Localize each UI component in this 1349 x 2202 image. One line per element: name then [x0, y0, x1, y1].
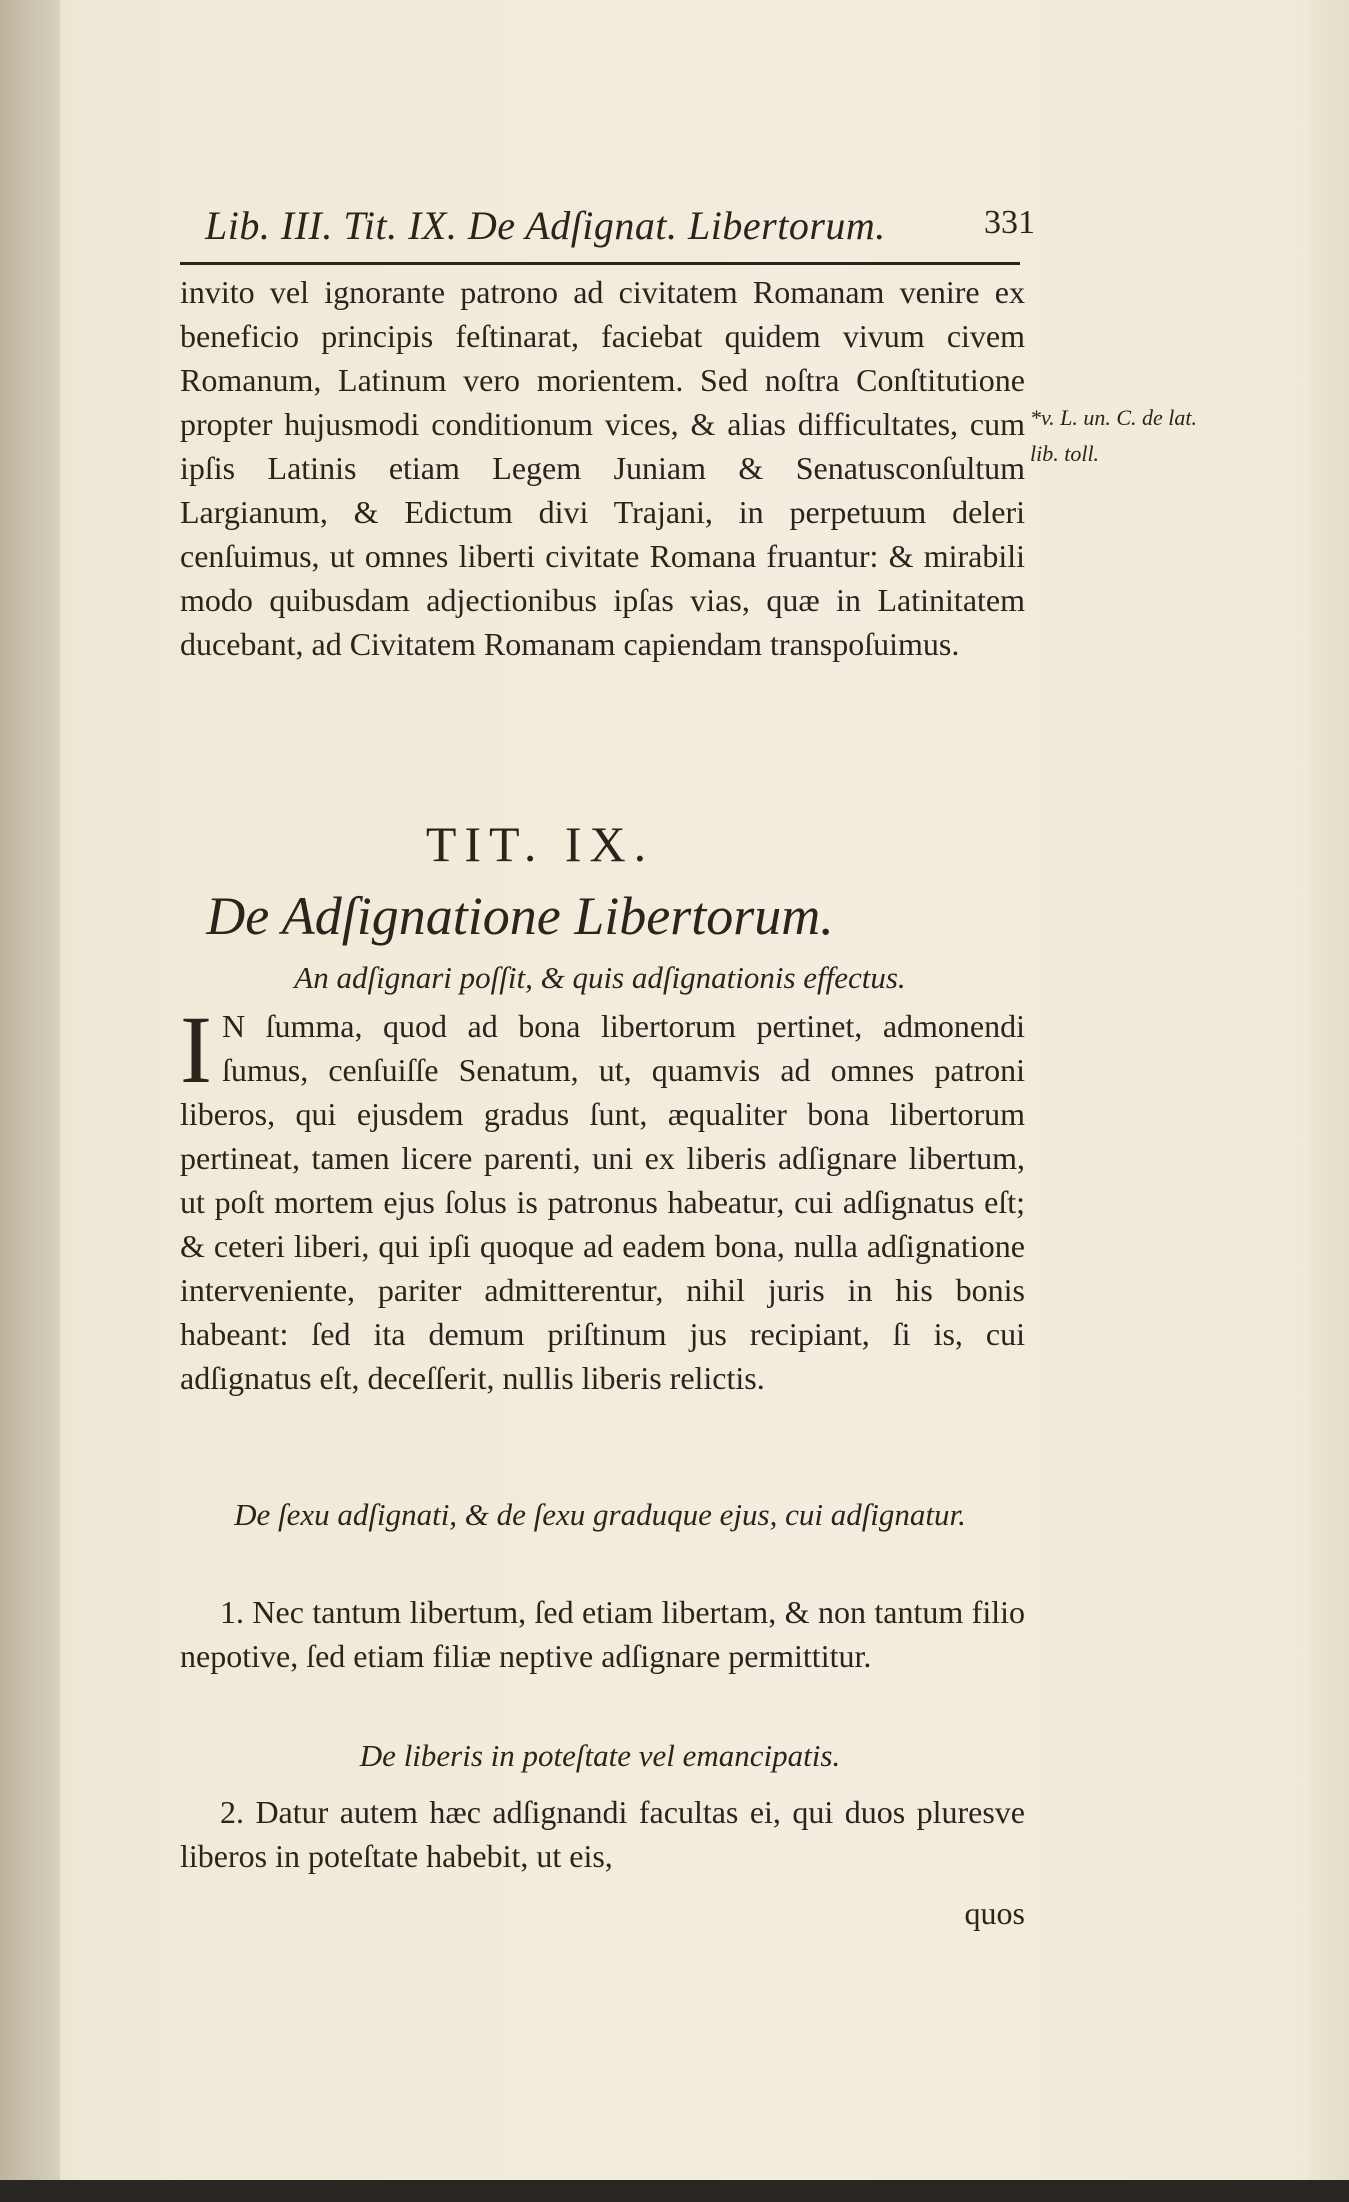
title-heading: De Adſignatione Libertorum.	[206, 886, 834, 946]
section-3-text: 2. Datur autem hæc adſignandi facultas ei, qui duos pluresve liberos in poteſtate habebit, ut eis,	[180, 1794, 1025, 1874]
opening-paragraph	[180, 270, 1025, 666]
section-3	[180, 1790, 1025, 1878]
section-heading-3: De liberis in poteſtate vel emancipatis.	[359, 1738, 841, 1773]
section-1	[180, 996, 1025, 1400]
scan-border	[0, 2180, 1349, 2202]
section-2-text: 1. Nec tantum libertum, ſed etiam libertam, & non tantum filio nepotive, ſed etiam filiæ neptive adſignare permittitur.	[180, 1594, 1025, 1674]
binding-gutter	[0, 0, 60, 2202]
opening-paragraph-text: invito vel ignorante patrono ad civitatem Romanam venire ex beneficio principis feſtinarat, faciebat quidem vivum civem Romanum, Latinum vero morientem. Sed noſtra Conſtitutione propter hujusmodi conditionum vices, & alias difficultates, cum ipſis Latinis etiam Legem Juniam & Senatusconſultum Largianum, & Edictum divi Trajani, in perpetuum deleri cenſuimus, ut omnes liberti civitate Romana fruantur: & mirabili modo quibusdam adjectionibus ipſas vias, quæ in Latinitatem ducebant, ad Civitatem Romanam capiendam transpoſuimus.	[180, 274, 1025, 662]
section-2	[180, 1590, 1025, 1678]
section-1-text: N ſumma, quod ad bona libertorum pertinet, admonendi ſumus, cenſuiſſe Senatum, ut, quamvis ad omnes patroni liberos, qui ejusdem gradus ſunt, æqualiter bona libertorum pertineat, tamen licere parenti, uni ex liberis adſignare libertum, ut poſt mortem ejus ſolus is patronus habeatur, cui adſignatus eſt; & ceteri liberi, qui ipſi quoque ad eadem bona, nulla adſignatione interveniente, pariter admitterentur, nihil juris in his bonis habeant: ſed ita demum priſtinum jus recipiant, ſi is, cui adſignatus eſt, deceſſerit, nullis liberis relictis.	[180, 1008, 1025, 1396]
running-head	[205, 200, 1035, 260]
title-number: TIT. IX.	[425, 816, 655, 872]
section-heading-2: De ſexu adſignati, & de ſexu graduque ejus, cui adſignatur.	[234, 1497, 966, 1532]
running-head-title: Lib. III. Tit. IX. De Adſignat. Libertorum.	[205, 203, 886, 248]
header-rule	[180, 262, 1020, 265]
catchword: quos	[964, 1895, 1025, 1931]
margin-note: *v. L. un. C. de lat. lib. toll.	[1030, 405, 1198, 466]
section-heading-1: An adſignari poſſit, & quis adſignationis effectus.	[294, 960, 906, 995]
page-number: 331	[984, 204, 1035, 241]
page-edge	[1309, 0, 1349, 2180]
drop-cap: I	[180, 996, 212, 1103]
